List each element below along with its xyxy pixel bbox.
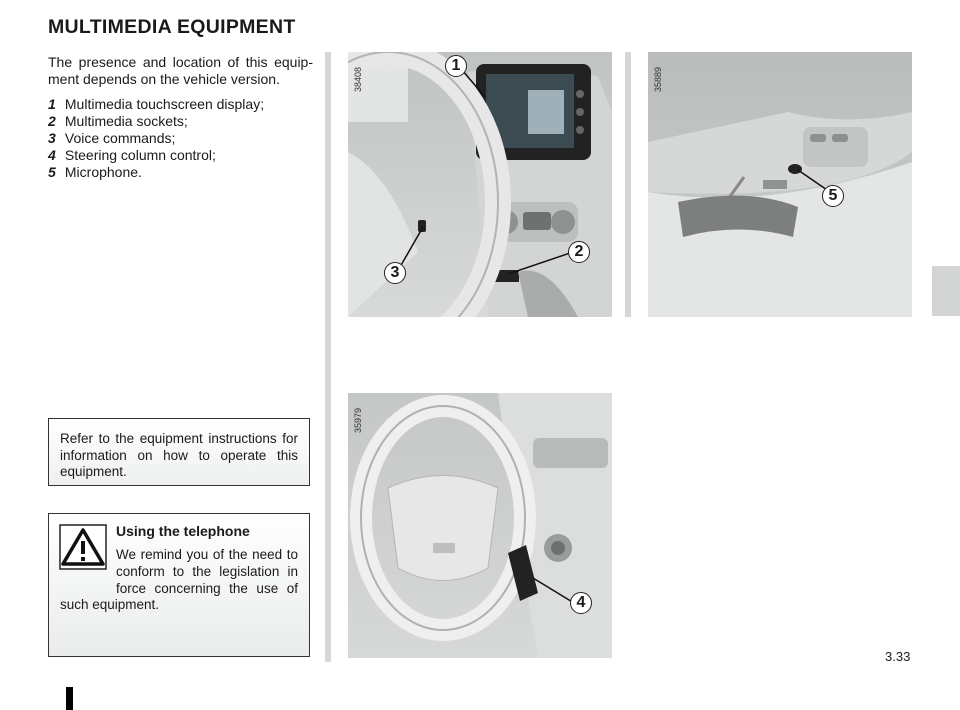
column-divider-left <box>325 52 331 662</box>
note-text: Refer to the equipment instructions for information on how to operate this equipment. <box>60 431 298 479</box>
page-title: MULTIMEDIA EQUIPMENT <box>48 16 296 38</box>
callout-2: 2 <box>568 241 590 263</box>
item-text: Microphone. <box>64 164 142 180</box>
item-number: 3 <box>48 130 56 146</box>
steering-illustration <box>348 393 612 658</box>
warning-text: We remind you of the need to conform to the legislation in force concerning the use of such equipment. <box>60 547 298 613</box>
list-item <box>48 113 313 130</box>
item-text: Steering column control; <box>64 147 216 163</box>
photo-id-ceiling: 35889 <box>653 66 663 92</box>
list-item <box>48 164 313 181</box>
callout-1: 1 <box>445 55 467 77</box>
column-divider-right <box>625 52 631 317</box>
list-item <box>48 96 313 113</box>
item-text: Multimedia sockets; <box>64 113 188 129</box>
item-number: 4 <box>48 147 56 163</box>
section-tab <box>932 266 960 316</box>
equipment-list <box>48 96 313 181</box>
callout-5: 5 <box>822 185 844 207</box>
item-text: Voice commands; <box>64 130 176 146</box>
ceiling-photo <box>648 52 912 317</box>
item-number: 2 <box>48 113 56 129</box>
warning-title: Using the telephone <box>116 523 250 539</box>
page-number: 3.33 <box>885 649 911 664</box>
warning-box <box>48 513 310 657</box>
item-number: 5 <box>48 164 56 180</box>
item-text: Multimedia touchscreen display; <box>64 96 265 112</box>
callout-3: 3 <box>384 262 406 284</box>
corner-mark <box>66 687 73 710</box>
list-item <box>48 147 313 164</box>
callout-4: 4 <box>570 592 592 614</box>
note-box <box>48 418 310 486</box>
steering-photo <box>348 393 612 658</box>
list-item <box>48 130 313 147</box>
photo-id-dashboard: 38408 <box>353 66 363 92</box>
item-number: 1 <box>48 96 56 112</box>
warning-text-block <box>60 547 298 614</box>
dashboard-photo <box>348 52 612 317</box>
intro-paragraph: The presence and location of this equip-ment depends on the vehicle version. <box>48 54 313 87</box>
photo-id-steering: 35979 <box>353 407 363 433</box>
ceiling-illustration <box>648 52 912 317</box>
